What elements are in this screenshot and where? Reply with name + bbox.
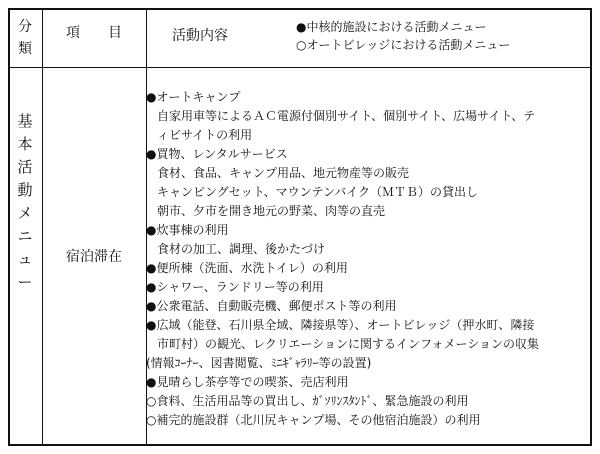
header-item	[42, 22, 146, 42]
activity-line: ○補完的施設群（北川尻キャンプ場、その他宿泊施設）の利用	[146, 413, 481, 427]
legend-core-facility: ●中核的施設における活動メニュー	[296, 20, 487, 34]
activity-line: ●便所棟（洗面、水洗トイレ）の利用	[146, 261, 348, 275]
activity-line: ●広域（能登、石川県全域、隣接県等）、オートビレッジ（押水町、隣接	[146, 318, 535, 332]
category-char: ー	[17, 273, 33, 291]
category-char: 基	[17, 112, 33, 130]
header-item-char: 目	[108, 25, 122, 41]
category-char: 活	[17, 158, 33, 176]
activity-line: ●公衆電話、自動販売機、郵便ポスト等の利用	[146, 299, 397, 313]
legend	[296, 18, 510, 54]
header-item-char: 項	[66, 25, 80, 41]
header-category-char: 類	[18, 41, 32, 57]
activity-line: ●買物、レンタルサービス	[146, 147, 288, 161]
activity-line: ●炊事棟の利用	[146, 223, 229, 237]
activity-line: ●見晴らし茶亭等での喫茶、売店利用	[146, 375, 349, 389]
activity-line: キャンピングセット、マウンテンバイク（ＭＴＢ）の貸出し	[157, 185, 479, 199]
activity-line: ○食料、生活用品等の買出し、ｶﾞｿﾘﾝｽﾀﾝﾄﾞ、緊急施設の利用	[146, 394, 469, 408]
legend-auto-village: ○オートビレッジにおける活動メニュー	[296, 38, 511, 52]
activity-line: ィビサイトの利用	[157, 128, 253, 142]
header-category-char: 分	[18, 19, 32, 35]
activity-line: 食材の加工、調理、後かたづけ	[157, 242, 326, 256]
activity-line: ●オートキャンプ	[146, 90, 241, 104]
column-divider	[42, 10, 43, 444]
item-accommodation: 宿泊滞在	[66, 249, 122, 265]
activity-line: (情報ｺｰﾅｰ、図書閲覧、ﾐﾆｷﾞｬﾗﾘｰ等の設置)	[146, 356, 372, 370]
category-char: ニ	[17, 227, 33, 245]
activity-line: ●シャワー、ランドリー等の利用	[146, 280, 324, 294]
category-char: ュ	[17, 250, 33, 268]
activity-line: 市町村）の観光、レクリエーションに関するインフォメーションの収集	[157, 337, 539, 351]
activity-line: 食材、食品、キャンプ用品、地元物産等の販売	[157, 166, 410, 180]
header-content: 活動内容	[172, 28, 228, 44]
header-divider	[10, 67, 590, 68]
activity-table	[8, 8, 592, 446]
activity-content-list	[146, 88, 590, 430]
activity-line: 朝市、夕市を開き地元の野菜、肉等の直売	[157, 204, 386, 218]
category-vertical-text	[10, 110, 40, 294]
category-char: メ	[17, 204, 33, 222]
activity-line: 自家用車等によるＡＣ電源付個別サイト、個別サイト、広場サイト、テ	[157, 109, 536, 123]
category-char: 本	[17, 135, 33, 153]
header-category	[10, 16, 40, 60]
category-char: 動	[17, 181, 33, 199]
